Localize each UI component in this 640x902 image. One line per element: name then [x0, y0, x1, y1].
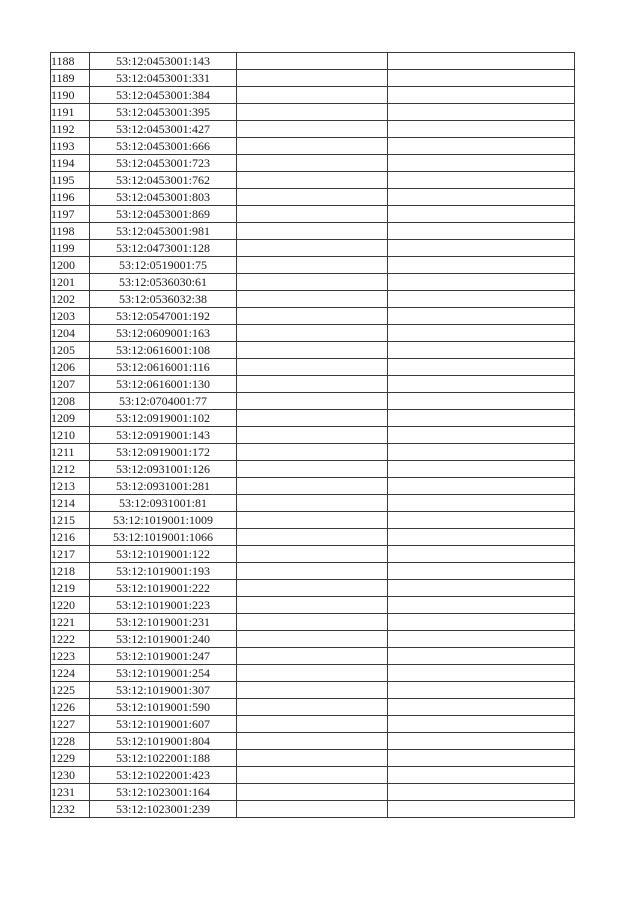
row-number-cell: 1192 [51, 121, 90, 138]
empty-cell [388, 308, 575, 325]
table-row [51, 478, 575, 495]
cadastral-number-cell: 53:12:1019001:307 [90, 682, 237, 699]
empty-cell [388, 257, 575, 274]
empty-cell [388, 274, 575, 291]
empty-cell [388, 359, 575, 376]
empty-cell [388, 529, 575, 546]
empty-cell [237, 393, 388, 410]
cadastral-number-cell: 53:12:0453001:723 [90, 155, 237, 172]
empty-cell [388, 461, 575, 478]
empty-cell [237, 223, 388, 240]
row-number-cell: 1223 [51, 648, 90, 665]
cadastral-number-cell: 53:12:1019001:607 [90, 716, 237, 733]
row-number-cell: 1226 [51, 699, 90, 716]
cadastral-number-cell: 53:12:1019001:231 [90, 614, 237, 631]
table-row [51, 767, 575, 784]
row-number-cell: 1218 [51, 563, 90, 580]
empty-cell [237, 546, 388, 563]
table-row [51, 665, 575, 682]
table-row [51, 257, 575, 274]
table-row [51, 274, 575, 291]
empty-cell [237, 716, 388, 733]
row-number-cell: 1209 [51, 410, 90, 427]
table-row [51, 308, 575, 325]
row-number-cell: 1202 [51, 291, 90, 308]
row-number-cell: 1201 [51, 274, 90, 291]
empty-cell [237, 257, 388, 274]
table-row [51, 512, 575, 529]
row-number-cell: 1193 [51, 138, 90, 155]
cadastral-number-cell: 53:12:1019001:240 [90, 631, 237, 648]
cadastral-number-cell: 53:12:0453001:427 [90, 121, 237, 138]
cadastral-number-cell: 53:12:0536030:61 [90, 274, 237, 291]
empty-cell [237, 750, 388, 767]
empty-cell [388, 121, 575, 138]
table-row [51, 546, 575, 563]
table-row [51, 172, 575, 189]
row-number-cell: 1206 [51, 359, 90, 376]
row-number-cell: 1220 [51, 597, 90, 614]
cadastral-number-cell: 53:12:0919001:102 [90, 410, 237, 427]
empty-cell [388, 410, 575, 427]
cadastral-number-cell: 53:12:0616001:108 [90, 342, 237, 359]
empty-cell [237, 376, 388, 393]
empty-cell [237, 682, 388, 699]
table-row [51, 87, 575, 104]
cadastral-number-cell: 53:12:1019001:590 [90, 699, 237, 716]
empty-cell [237, 53, 388, 70]
empty-cell [388, 614, 575, 631]
row-number-cell: 1195 [51, 172, 90, 189]
empty-cell [388, 495, 575, 512]
cadastral-number-cell: 53:12:0616001:130 [90, 376, 237, 393]
table-row [51, 784, 575, 801]
empty-cell [237, 427, 388, 444]
empty-cell [237, 240, 388, 257]
empty-cell [237, 155, 388, 172]
empty-cell [237, 733, 388, 750]
row-number-cell: 1225 [51, 682, 90, 699]
empty-cell [388, 291, 575, 308]
table-row [51, 359, 575, 376]
empty-cell [388, 206, 575, 223]
cadastral-number-cell: 53:12:1019001:193 [90, 563, 237, 580]
empty-cell [388, 376, 575, 393]
table-row [51, 597, 575, 614]
empty-cell [388, 155, 575, 172]
empty-cell [237, 172, 388, 189]
empty-cell [237, 121, 388, 138]
empty-cell [388, 648, 575, 665]
empty-cell [237, 189, 388, 206]
table-row [51, 444, 575, 461]
table-row [51, 342, 575, 359]
table-row [51, 121, 575, 138]
empty-cell [237, 308, 388, 325]
row-number-cell: 1230 [51, 767, 90, 784]
row-number-cell: 1204 [51, 325, 90, 342]
row-number-cell: 1232 [51, 801, 90, 818]
empty-cell [237, 529, 388, 546]
row-number-cell: 1215 [51, 512, 90, 529]
empty-cell [237, 478, 388, 495]
table-row [51, 410, 575, 427]
cadastral-number-cell: 53:12:0931001:281 [90, 478, 237, 495]
empty-cell [237, 495, 388, 512]
row-number-cell: 1210 [51, 427, 90, 444]
table-row [51, 393, 575, 410]
empty-cell [388, 444, 575, 461]
empty-cell [237, 614, 388, 631]
empty-cell [237, 291, 388, 308]
row-number-cell: 1224 [51, 665, 90, 682]
row-number-cell: 1203 [51, 308, 90, 325]
row-number-cell: 1196 [51, 189, 90, 206]
empty-cell [237, 325, 388, 342]
cadastral-number-cell: 53:12:1019001:223 [90, 597, 237, 614]
table-row [51, 563, 575, 580]
empty-cell [388, 512, 575, 529]
empty-cell [388, 223, 575, 240]
cadastral-number-cell: 53:12:1019001:1009 [90, 512, 237, 529]
empty-cell [237, 767, 388, 784]
empty-cell [388, 631, 575, 648]
table-row [51, 189, 575, 206]
table-row [51, 716, 575, 733]
row-number-cell: 1200 [51, 257, 90, 274]
cadastral-number-cell: 53:12:0453001:331 [90, 70, 237, 87]
cadastral-number-cell: 53:12:0453001:384 [90, 87, 237, 104]
cadastral-number-cell: 53:12:1023001:164 [90, 784, 237, 801]
table-row [51, 682, 575, 699]
empty-cell [237, 342, 388, 359]
empty-cell [237, 461, 388, 478]
row-number-cell: 1217 [51, 546, 90, 563]
cadastral-number-cell: 53:12:1022001:188 [90, 750, 237, 767]
empty-cell [388, 427, 575, 444]
empty-cell [237, 648, 388, 665]
table-row [51, 70, 575, 87]
cadastral-number-cell: 53:12:0616001:116 [90, 359, 237, 376]
row-number-cell: 1213 [51, 478, 90, 495]
empty-cell [388, 70, 575, 87]
cadastral-table [50, 52, 575, 818]
empty-cell [237, 138, 388, 155]
table-row [51, 495, 575, 512]
empty-cell [388, 393, 575, 410]
row-number-cell: 1221 [51, 614, 90, 631]
cadastral-number-cell: 53:12:0919001:143 [90, 427, 237, 444]
cadastral-number-cell: 53:12:1019001:1066 [90, 529, 237, 546]
empty-cell [388, 87, 575, 104]
cadastral-number-cell: 53:12:1019001:804 [90, 733, 237, 750]
empty-cell [237, 104, 388, 121]
table-row [51, 648, 575, 665]
cadastral-number-cell: 53:12:1019001:247 [90, 648, 237, 665]
row-number-cell: 1190 [51, 87, 90, 104]
empty-cell [388, 240, 575, 257]
cadastral-number-cell: 53:12:0609001:163 [90, 325, 237, 342]
empty-cell [388, 325, 575, 342]
row-number-cell: 1198 [51, 223, 90, 240]
cadastral-number-cell: 53:12:0453001:981 [90, 223, 237, 240]
row-number-cell: 1212 [51, 461, 90, 478]
cadastral-number-cell: 53:12:0536032:38 [90, 291, 237, 308]
empty-cell [388, 699, 575, 716]
row-number-cell: 1214 [51, 495, 90, 512]
empty-cell [237, 70, 388, 87]
empty-cell [388, 801, 575, 818]
empty-cell [388, 580, 575, 597]
empty-cell [388, 53, 575, 70]
empty-cell [237, 206, 388, 223]
cadastral-number-cell: 53:12:0453001:803 [90, 189, 237, 206]
cadastral-number-cell: 53:12:0453001:762 [90, 172, 237, 189]
cadastral-number-cell: 53:12:1019001:222 [90, 580, 237, 597]
table-row [51, 427, 575, 444]
empty-cell [388, 733, 575, 750]
table-row [51, 614, 575, 631]
empty-cell [388, 104, 575, 121]
empty-cell [237, 512, 388, 529]
cadastral-number-cell: 53:12:0704001:77 [90, 393, 237, 410]
table-row [51, 206, 575, 223]
empty-cell [237, 699, 388, 716]
table-row [51, 376, 575, 393]
table-row [51, 223, 575, 240]
empty-cell [237, 580, 388, 597]
row-number-cell: 1189 [51, 70, 90, 87]
cadastral-number-cell: 53:12:0453001:143 [90, 53, 237, 70]
empty-cell [237, 631, 388, 648]
cadastral-number-cell: 53:12:0453001:869 [90, 206, 237, 223]
empty-cell [388, 138, 575, 155]
row-number-cell: 1219 [51, 580, 90, 597]
table-row [51, 155, 575, 172]
table-row [51, 750, 575, 767]
table-row [51, 104, 575, 121]
empty-cell [388, 750, 575, 767]
empty-cell [388, 546, 575, 563]
cadastral-number-cell: 53:12:0919001:172 [90, 444, 237, 461]
row-number-cell: 1211 [51, 444, 90, 461]
row-number-cell: 1191 [51, 104, 90, 121]
cadastral-number-cell: 53:12:0473001:128 [90, 240, 237, 257]
row-number-cell: 1231 [51, 784, 90, 801]
row-number-cell: 1199 [51, 240, 90, 257]
row-number-cell: 1228 [51, 733, 90, 750]
empty-cell [388, 716, 575, 733]
table-row [51, 529, 575, 546]
empty-cell [237, 87, 388, 104]
empty-cell [388, 767, 575, 784]
row-number-cell: 1197 [51, 206, 90, 223]
row-number-cell: 1188 [51, 53, 90, 70]
cadastral-number-cell: 53:12:0453001:395 [90, 104, 237, 121]
table-row [51, 138, 575, 155]
empty-cell [388, 189, 575, 206]
row-number-cell: 1229 [51, 750, 90, 767]
table-body [51, 53, 575, 818]
row-number-cell: 1222 [51, 631, 90, 648]
empty-cell [388, 478, 575, 495]
empty-cell [237, 801, 388, 818]
table-row [51, 461, 575, 478]
empty-cell [237, 597, 388, 614]
empty-cell [237, 665, 388, 682]
row-number-cell: 1216 [51, 529, 90, 546]
cadastral-number-cell: 53:12:1019001:122 [90, 546, 237, 563]
row-number-cell: 1208 [51, 393, 90, 410]
table-row [51, 53, 575, 70]
table-row [51, 631, 575, 648]
cadastral-number-cell: 53:12:1019001:254 [90, 665, 237, 682]
empty-cell [388, 784, 575, 801]
cadastral-number-cell: 53:12:1023001:239 [90, 801, 237, 818]
cadastral-number-cell: 53:12:0519001:75 [90, 257, 237, 274]
cadastral-number-cell: 53:12:0931001:81 [90, 495, 237, 512]
table-row [51, 291, 575, 308]
row-number-cell: 1227 [51, 716, 90, 733]
empty-cell [388, 597, 575, 614]
empty-cell [237, 359, 388, 376]
table-row [51, 240, 575, 257]
empty-cell [237, 274, 388, 291]
row-number-cell: 1207 [51, 376, 90, 393]
cadastral-number-cell: 53:12:0453001:666 [90, 138, 237, 155]
cadastral-number-cell: 53:12:1022001:423 [90, 767, 237, 784]
table-row [51, 733, 575, 750]
row-number-cell: 1194 [51, 155, 90, 172]
empty-cell [388, 172, 575, 189]
empty-cell [237, 410, 388, 427]
empty-cell [388, 665, 575, 682]
empty-cell [237, 784, 388, 801]
row-number-cell: 1205 [51, 342, 90, 359]
cadastral-number-cell: 53:12:0547001:192 [90, 308, 237, 325]
empty-cell [388, 342, 575, 359]
empty-cell [388, 563, 575, 580]
table-row [51, 801, 575, 818]
empty-cell [237, 563, 388, 580]
cadastral-number-cell: 53:12:0931001:126 [90, 461, 237, 478]
table-row [51, 699, 575, 716]
table-row [51, 580, 575, 597]
empty-cell [237, 444, 388, 461]
empty-cell [388, 682, 575, 699]
table-row [51, 325, 575, 342]
